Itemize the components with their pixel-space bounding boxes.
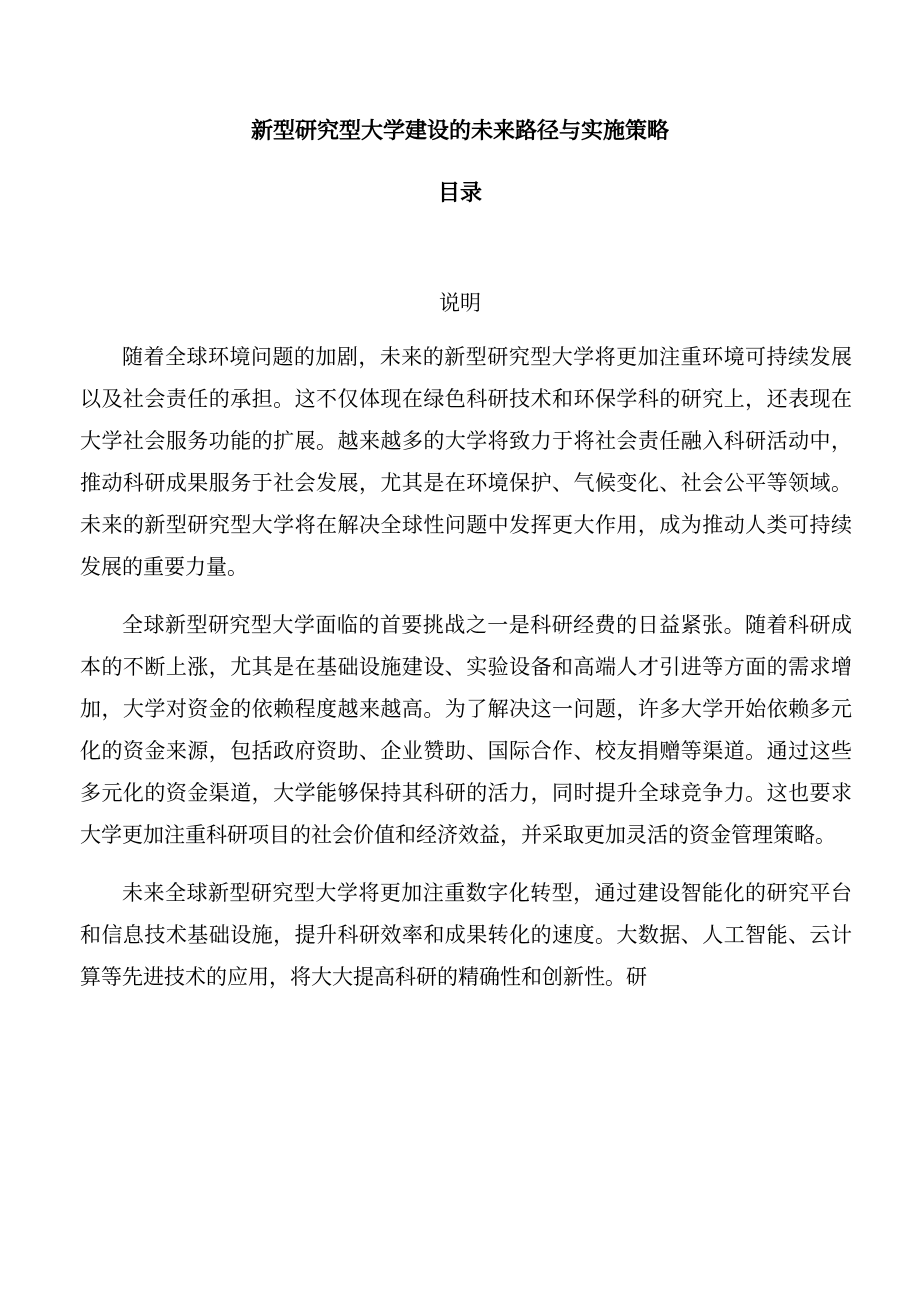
body-text (80, 336, 852, 1014)
paragraph-3: 未来全球新型研究型大学将更加注重数字化转型，通过建设智能化的研究平台和信息技术基础设施，提升科研效率和成果转化的速度。大数据、人工智能、云计算等先进技术的应用，将大大提高科研的精确性和创新性。研 (80, 881, 852, 989)
section-heading: 说明 (439, 291, 481, 315)
paragraph-1: 随着全球环境问题的加剧，未来的新型研究型大学将更加注重环境可持续发展以及社会责任的承担。这不仅体现在绿色科研技术和环保学科的研究上，还表现在大学社会服务功能的扩展。越来越多的大学将致力于将社会责任融入科研活动中，推动科研成果服务于社会发展，尤其是在环境保护、气候变化、社会公平等领域。未来的新型研究型大学将在解决全球性问题中发挥更大作用，成为推动人类可持续发展的重要力量。 (80, 345, 852, 579)
toc-heading: 目录 (437, 181, 482, 206)
paragraph-2: 全球新型研究型大学面临的首要挑战之一是科研经费的日益紧张。随着科研成本的不断上涨，尤其是在基础设施建设、实验设备和高端人才引进等方面的需求增加，大学对资金的依赖程度越来越高。为了解决这一问题，许多大学开始依赖多元化的资金来源，包括政府资助、企业赞助、国际合作、校友捐赠等渠道。通过这些多元化的资金渠道，大学能够保持其科研的活力，同时提升全球竞争力。这也要求大学更加注重科研项目的社会价值和经济效益，并采取更加灵活的资金管理策略。 (80, 613, 852, 847)
document-title: 新型研究型大学建设的未来路径与实施策略 (250, 119, 669, 144)
